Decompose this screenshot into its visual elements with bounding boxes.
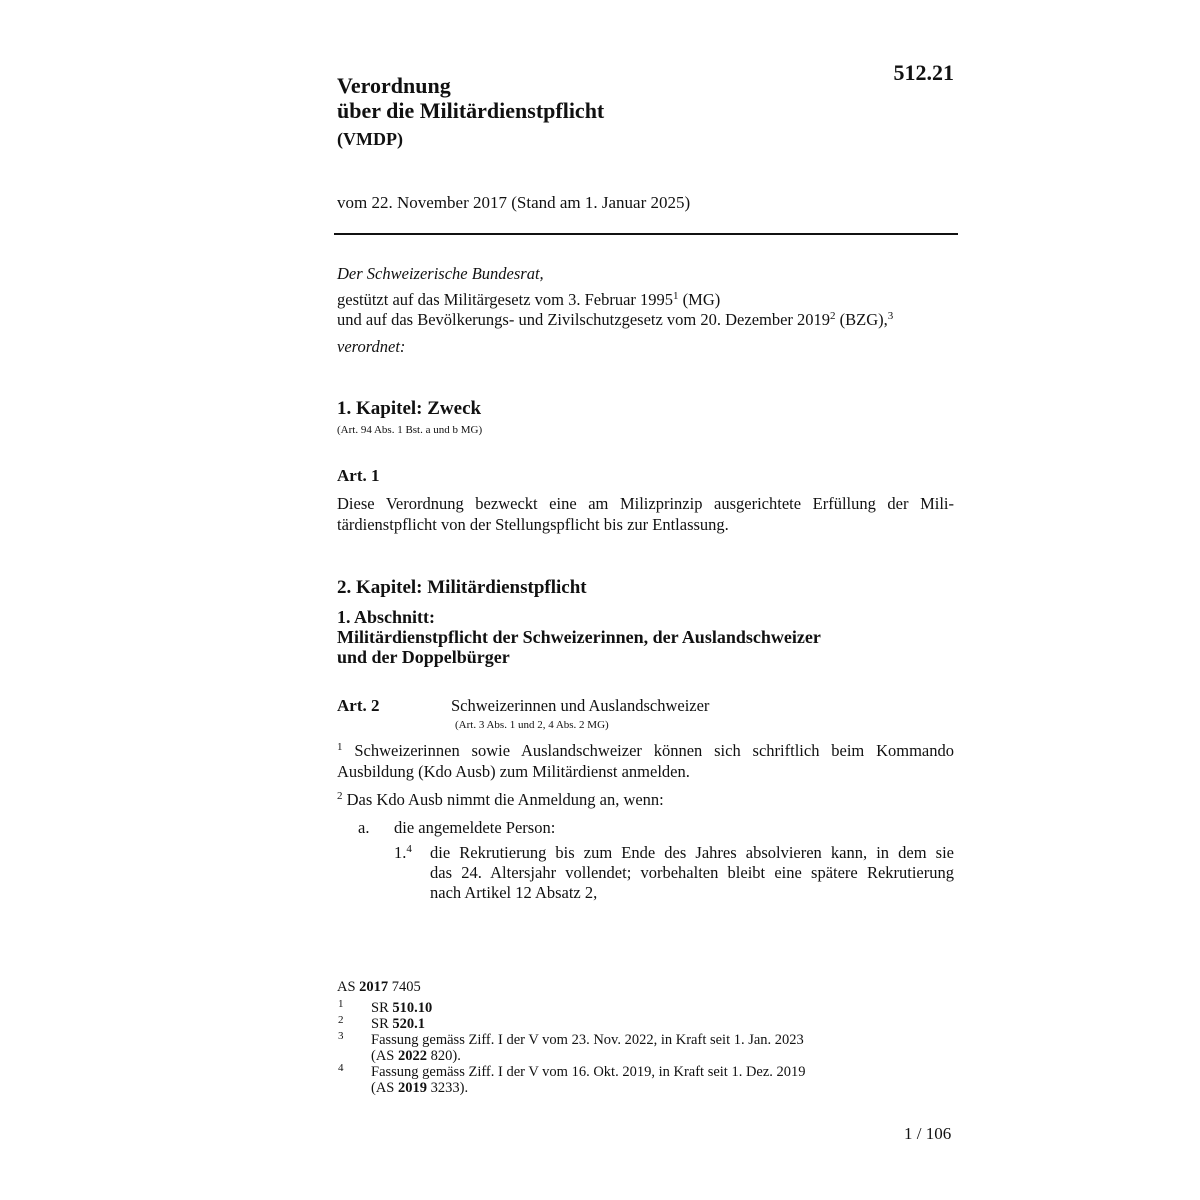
footnote-ref[interactable]: 3 [887, 310, 894, 322]
footnote-ref[interactable]: 2 [830, 310, 836, 322]
footnote-prefix: SR [371, 1000, 393, 1016]
article-2-title: Schweizerinnen und Auslandschweizer [451, 696, 710, 715]
as-page: 7405 [388, 979, 421, 995]
document-title [337, 73, 604, 123]
official-collection-reference [337, 979, 421, 996]
list-item-a-label: a. [358, 818, 370, 837]
footnote-as-prefix: (AS [371, 1048, 398, 1064]
chapter-2-heading: 2. Kapitel: Militärdienstpflicht [337, 577, 587, 598]
footnote-number: 1 [338, 998, 344, 1010]
footnote-as-year[interactable]: 2019 [398, 1080, 427, 1096]
title-line-2: über die Militärdienstpflicht [337, 98, 605, 123]
page-number: 1 / 106 [904, 1124, 952, 1143]
section-heading-line-2: Militärdienstpflicht der Schweizerinnen, der Auslandschweizer [337, 627, 821, 647]
paragraph-text: Schweizerinnen sowie Auslandschweizer können sich schriftlich beim Kommando [342, 741, 954, 760]
footnote-number: 3 [338, 1030, 344, 1042]
footnote-as-page: 820). [427, 1048, 461, 1064]
article-2-reference: (Art. 3 Abs. 1 und 2, 4 Abs. 2 MG) [455, 719, 609, 731]
preamble-basis-line-1 [337, 290, 720, 310]
basis-abbr: (BZG), [835, 310, 888, 329]
footnote-ref[interactable]: 4 [406, 843, 412, 855]
footnote-2-text [371, 1016, 425, 1033]
footnote-as-page: 3233). [427, 1080, 469, 1096]
article-1-text-line-1: Diese Verordnung bezweckt eine am Milizprinzip ausgerichtete Erfüllung der Mili- [337, 494, 954, 513]
chapter-1-reference: (Art. 94 Abs. 1 Bst. a und b MG) [337, 424, 483, 436]
footnote-sr-number[interactable]: 510.10 [392, 1000, 433, 1016]
paragraph-number: 1 [337, 741, 343, 753]
footnote-3-line-1: Fassung gemäss Ziff. I der V vom 23. Nov. 2022, in Kraft seit 1. Jan. 2023 [371, 1032, 804, 1048]
sub-item-number: 1. [394, 843, 407, 862]
document-date-line: vom 22. November 2017 (Stand am 1. Januar 2025) [337, 193, 691, 212]
document-abbreviation: (VMDP) [337, 129, 403, 149]
sub-item-1-label [394, 843, 412, 863]
section-1-heading [337, 607, 821, 667]
preamble-decree: verordnet: [337, 337, 406, 356]
article-2-heading: Art. 2 [337, 696, 380, 715]
footnote-4-line-1: Fassung gemäss Ziff. I der V vom 16. Okt. 2019, in Kraft seit 1. Dez. 2019 [371, 1064, 806, 1080]
preamble-issuer: Der Schweizerische Bundesrat, [337, 264, 544, 283]
footnote-as-prefix: (AS [371, 1080, 398, 1096]
header-divider [334, 233, 958, 235]
sr-number: 512.21 [893, 60, 954, 85]
footnote-4-line-2 [371, 1080, 468, 1097]
footnote-prefix: SR [371, 1016, 393, 1032]
section-heading-line-1: 1. Abschnitt: [337, 607, 436, 627]
footnote-ref[interactable]: 1 [673, 290, 679, 302]
section-heading-line-3: und der Doppelbürger [337, 647, 510, 667]
as-prefix: AS [337, 979, 360, 995]
article-2-para-2 [337, 790, 664, 810]
list-item-a-text: die angemeldete Person: [394, 818, 556, 837]
as-year: 2017 [359, 979, 389, 995]
sub-item-1-line-2: das 24. Altersjahr vollendet; vorbehalten bleibt eine spätere Rekrutierung [430, 863, 954, 882]
footnote-3-line-2 [371, 1048, 461, 1065]
paragraph-number: 2 [337, 790, 343, 802]
sub-item-1-text [430, 843, 954, 903]
paragraph-text: Das Kdo Ausb nimmt die Anmeldung an, wenn: [342, 790, 664, 809]
basis-abbr: (MG) [678, 290, 721, 309]
footnote-1-text [371, 1000, 432, 1017]
article-2-para-1-line-1 [337, 741, 954, 761]
article-1-heading: Art. 1 [337, 466, 380, 485]
footnote-sr-number[interactable]: 520.1 [392, 1016, 425, 1032]
footnote-as-year[interactable]: 2022 [398, 1048, 427, 1064]
article-2-para-1-line-2: Ausbildung (Kdo Ausb) zum Militärdienst anmelden. [337, 762, 690, 781]
basis-text: und auf das Bevölkerungs- und Zivilschutzgesetz vom 20. Dezember 2019 [337, 310, 831, 329]
footnote-number: 2 [338, 1014, 344, 1026]
title-line-1: Verordnung [337, 73, 451, 98]
preamble-basis-line-2 [337, 310, 893, 330]
chapter-1-heading: 1. Kapitel: Zweck [337, 398, 482, 419]
article-1-text-line-2: tärdienstpflicht von der Stellungspflicht bis zur Entlassung. [337, 515, 729, 534]
basis-text: gestützt auf das Militärgesetz vom 3. Februar 1995 [337, 290, 674, 309]
sub-item-1-line-3: nach Artikel 12 Absatz 2, [430, 883, 598, 902]
sub-item-1-line-1: die Rekrutierung bis zum Ende des Jahres absolvieren kann, in dem sie [430, 843, 954, 862]
footnote-number: 4 [338, 1062, 344, 1074]
